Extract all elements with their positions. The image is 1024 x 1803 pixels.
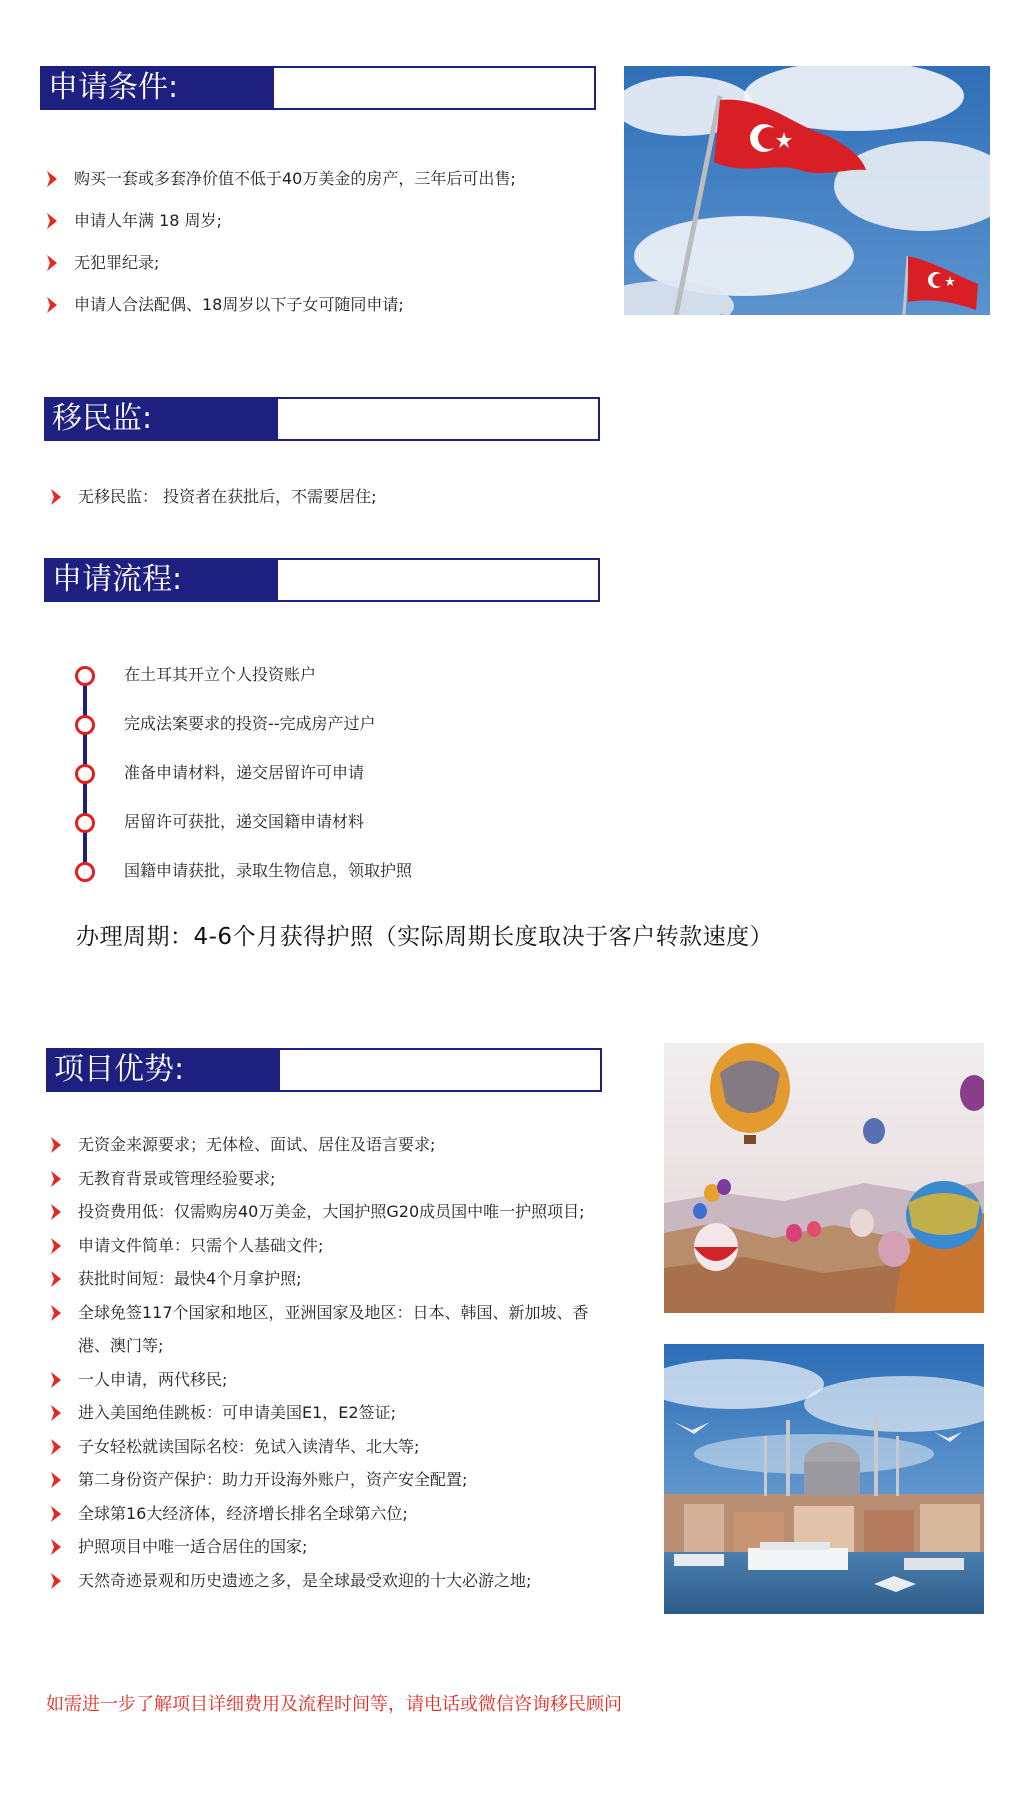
advantages-list <box>48 1128 618 1597</box>
process-timeline <box>72 664 632 884</box>
circle-node-icon <box>75 813 95 833</box>
section-header-advantages <box>46 1048 602 1092</box>
red-arrow-icon <box>50 1538 62 1556</box>
red-arrow-icon <box>50 1505 62 1523</box>
red-arrow-icon <box>46 170 58 188</box>
circle-node-icon <box>75 715 95 735</box>
section-title: 申请条件: <box>42 68 274 108</box>
section-title: 项目优势: <box>48 1050 280 1090</box>
list-item: 无移民监： 投资者在获批后，不需要居住; <box>48 476 608 518</box>
red-arrow-icon <box>50 1136 62 1154</box>
list-item: 获批时间短：最快4个月拿护照; <box>48 1262 618 1296</box>
list-item: 护照项目中唯一适合居住的国家; <box>48 1530 618 1564</box>
section-header-conditions <box>40 66 596 110</box>
list-item: 申请人合法配偶、18周岁以下子女可随同申请; <box>44 284 604 326</box>
list-item: 无资金来源要求；无体检、面试、居住及语言要求; <box>48 1128 618 1162</box>
section-header-process <box>44 558 600 602</box>
circle-node-icon <box>75 666 95 686</box>
red-arrow-icon <box>50 1371 62 1389</box>
list-item: 申请文件简单：只需个人基础文件; <box>48 1229 618 1263</box>
timeline-step: 完成法案要求的投资--完成房产过户 <box>72 713 632 737</box>
red-arrow-icon <box>50 1304 62 1322</box>
red-arrow-icon <box>50 1572 62 1590</box>
list-item: 无犯罪纪录; <box>44 242 604 284</box>
turkish-flag-photo <box>624 66 990 315</box>
list-item: 全球免签117个国家和地区，亚洲国家及地区：日本、韩国、新加坡、香港、澳门等; <box>48 1296 618 1363</box>
list-item: 申请人年满 18 周岁; <box>44 200 604 242</box>
list-item: 天然奇迹景观和历史遗迹之多，是全球最受欢迎的十大必游之地; <box>48 1564 618 1598</box>
timeline-step: 准备申请材料，递交居留许可申请 <box>72 762 632 786</box>
section-title: 移民监: <box>46 399 278 439</box>
red-arrow-icon <box>50 1170 62 1188</box>
circle-node-icon <box>75 862 95 882</box>
red-arrow-icon <box>50 1404 62 1422</box>
red-arrow-icon <box>50 488 62 506</box>
red-arrow-icon <box>46 212 58 230</box>
list-item: 投资费用低：仅需购房40万美金，大国护照G20成员国中唯一护照项目; <box>48 1195 618 1229</box>
red-arrow-icon <box>46 254 58 272</box>
timeline-step: 国籍申请获批，录取生物信息，领取护照 <box>72 860 632 884</box>
red-arrow-icon <box>50 1270 62 1288</box>
red-arrow-icon <box>50 1203 62 1221</box>
circle-node-icon <box>75 764 95 784</box>
list-item: 第二身份资产保护：助力开设海外账户，资产安全配置; <box>48 1463 618 1497</box>
red-arrow-icon <box>50 1471 62 1489</box>
istanbul-photo <box>664 1344 984 1614</box>
list-item: 全球第16大经济体，经济增长排名全球第六位; <box>48 1497 618 1531</box>
conditions-list <box>44 158 604 326</box>
list-item: 一人申请，两代移民; <box>48 1363 618 1397</box>
list-item: 购买一套或多套净价值不低于40万美金的房产，三年后可出售; <box>44 158 604 200</box>
list-item: 无教育背景或管理经验要求; <box>48 1162 618 1196</box>
timeline-step: 在土耳其开立个人投资账户 <box>72 664 632 688</box>
list-item: 进入美国绝佳跳板：可申请美国E1，E2签证; <box>48 1396 618 1430</box>
list-item: 子女轻松就读国际名校：免试入读清华、北大等; <box>48 1430 618 1464</box>
section-header-residency <box>44 397 600 441</box>
residency-list <box>48 476 608 518</box>
section-title: 申请流程: <box>46 560 278 600</box>
timeline-step: 居留许可获批，递交国籍申请材料 <box>72 811 632 835</box>
red-arrow-icon <box>46 296 58 314</box>
processing-period: 办理周期：4-6个月获得护照（实际周期长度取决于客户转款速度） <box>76 924 774 950</box>
hot-air-balloon-photo <box>664 1043 984 1313</box>
red-arrow-icon <box>50 1237 62 1255</box>
contact-note: 如需进一步了解项目详细费用及流程时间等，请电话或微信咨询移民顾问 <box>46 1694 622 1715</box>
red-arrow-icon <box>50 1438 62 1456</box>
